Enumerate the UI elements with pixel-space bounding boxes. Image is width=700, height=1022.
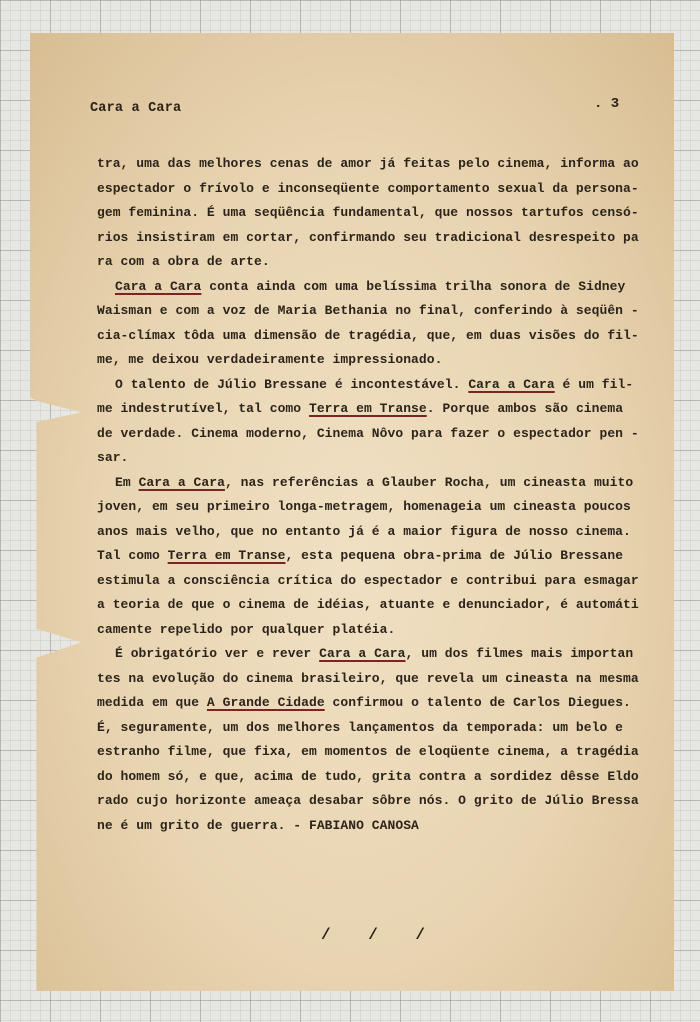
- underlined-title: Terra em Transe: [167, 548, 286, 563]
- text-line: [97, 373, 634, 398]
- article-body: [97, 152, 639, 838]
- text-line: [97, 569, 639, 594]
- text-line: [97, 324, 639, 349]
- underlined-title: A Grande Cidade: [206, 695, 325, 710]
- text-line: [97, 520, 629, 545]
- text-line: [97, 765, 639, 790]
- underlined-title: Cara a Cara: [468, 376, 555, 392]
- text-segment: conta ainda com uma belíssima trilha sonora de Sidney: [201, 278, 626, 294]
- text-segment: é um fil-: [554, 376, 634, 392]
- text-line: [97, 544, 629, 569]
- text-line: [97, 495, 629, 520]
- text-segment: me, me deixou verdadeiramente impressionado.: [97, 352, 443, 367]
- text-segment: rado cujo horizonte ameaça desabar sôbre nós. O grito de Júlio Bressa: [97, 793, 639, 808]
- page-number: . 3: [594, 96, 620, 112]
- text-line: [97, 642, 634, 667]
- text-segment: ne é um grito de guerra. - FABIANO CANOSA: [97, 817, 419, 833]
- text-line: [97, 250, 629, 275]
- text-segment: a teoria de que o cinema de idéias, atuante e denunciador, é automáti: [97, 597, 639, 612]
- text-line: [97, 348, 629, 373]
- text-segment: ra com a obra de arte.: [97, 254, 270, 269]
- text-line: [97, 397, 629, 422]
- text-segment: espectador o frívolo e inconseqüente comportamento sexual da persona-: [97, 180, 639, 196]
- text-segment: . Porque ambos são cinema: [426, 401, 624, 416]
- text-segment: Tal como: [97, 548, 168, 563]
- underlined-title: Cara a Cara: [115, 278, 202, 294]
- end-marks: / / /: [321, 926, 440, 944]
- text-segment: tes na evolução do cinema brasileiro, que revela um cineasta na mesma: [97, 670, 639, 686]
- text-segment: me indestrutível, tal como: [97, 401, 309, 416]
- text-segment: camente repelido por qualquer platéia.: [97, 621, 396, 637]
- text-segment: tra, uma das melhores cenas de amor já feitas pelo cinema, informa ao: [97, 156, 639, 171]
- text-line: [97, 177, 639, 202]
- text-segment: de verdade. Cinema moderno, Cinema Nôvo para fazer o espectador pen -: [97, 425, 639, 441]
- text-segment: medida em que: [97, 695, 207, 710]
- text-line: [97, 814, 629, 839]
- text-segment: É obrigatório ver e rever: [115, 646, 320, 661]
- page-header-title: Cara a Cara: [90, 101, 182, 116]
- text-line: [97, 422, 639, 447]
- text-segment: cia-clímax tôda uma dimensão de tragédia, que, em duas visões do fil-: [97, 327, 639, 343]
- text-line: [97, 618, 629, 643]
- text-line: [97, 691, 629, 716]
- text-line: [97, 446, 629, 471]
- text-segment: do homem só, e que, acima de tudo, grita contra a sordidez dêsse Eldo: [97, 768, 639, 784]
- underlined-title: Cara a Cara: [138, 474, 225, 490]
- text-segment: Waisman e com a voz de Maria Bethania no final, conferindo à seqüên -: [97, 303, 639, 318]
- text-line: [97, 593, 639, 618]
- text-segment: É, seguramente, um dos melhores lançamentos da temporada: um belo e: [97, 719, 624, 735]
- text-segment: estimula a consciência crítica do espectador e contribui para esmagar: [97, 572, 639, 588]
- text-segment: gem feminina. É uma seqüência fundamental, que nossos tartufos censó-: [97, 205, 639, 220]
- text-segment: joven, em seu primeiro longa-metragem, homenageia um cineasta poucos: [97, 499, 631, 514]
- text-segment: rios insistiram em cortar, confirmando seu tradicional desrespeito pa: [97, 229, 639, 245]
- text-segment: anos mais velho, que no entanto já é a maior figura de nosso cinema.: [97, 523, 631, 539]
- text-line: [97, 226, 639, 251]
- text-segment: sar.: [97, 450, 129, 465]
- underlined-title: Cara a Cara: [319, 646, 406, 661]
- text-line: [97, 299, 639, 324]
- text-segment: O talento de Júlio Bressane é incontestável.: [115, 376, 469, 392]
- text-line: [97, 789, 639, 814]
- text-segment: Em: [115, 474, 139, 490]
- text-line: [97, 740, 639, 765]
- text-line: [97, 275, 629, 300]
- text-segment: confirmou o talento de Carlos Diegues.: [324, 695, 631, 710]
- text-line: [97, 152, 639, 177]
- text-line: [97, 667, 639, 692]
- text-segment: , um dos filmes mais importan: [405, 646, 634, 661]
- text-segment: estranho filme, que fixa, em momentos de eloqüente cinema, a tragédia: [97, 744, 639, 759]
- text-line: [97, 471, 634, 496]
- underlined-title: Terra em Transe: [308, 401, 427, 416]
- text-line: [97, 201, 639, 226]
- text-segment: , esta pequena obra-prima de Júlio Bressane: [285, 548, 624, 563]
- text-line: [97, 716, 629, 741]
- text-segment: , nas referências a Glauber Rocha, um cineasta muito: [224, 474, 634, 490]
